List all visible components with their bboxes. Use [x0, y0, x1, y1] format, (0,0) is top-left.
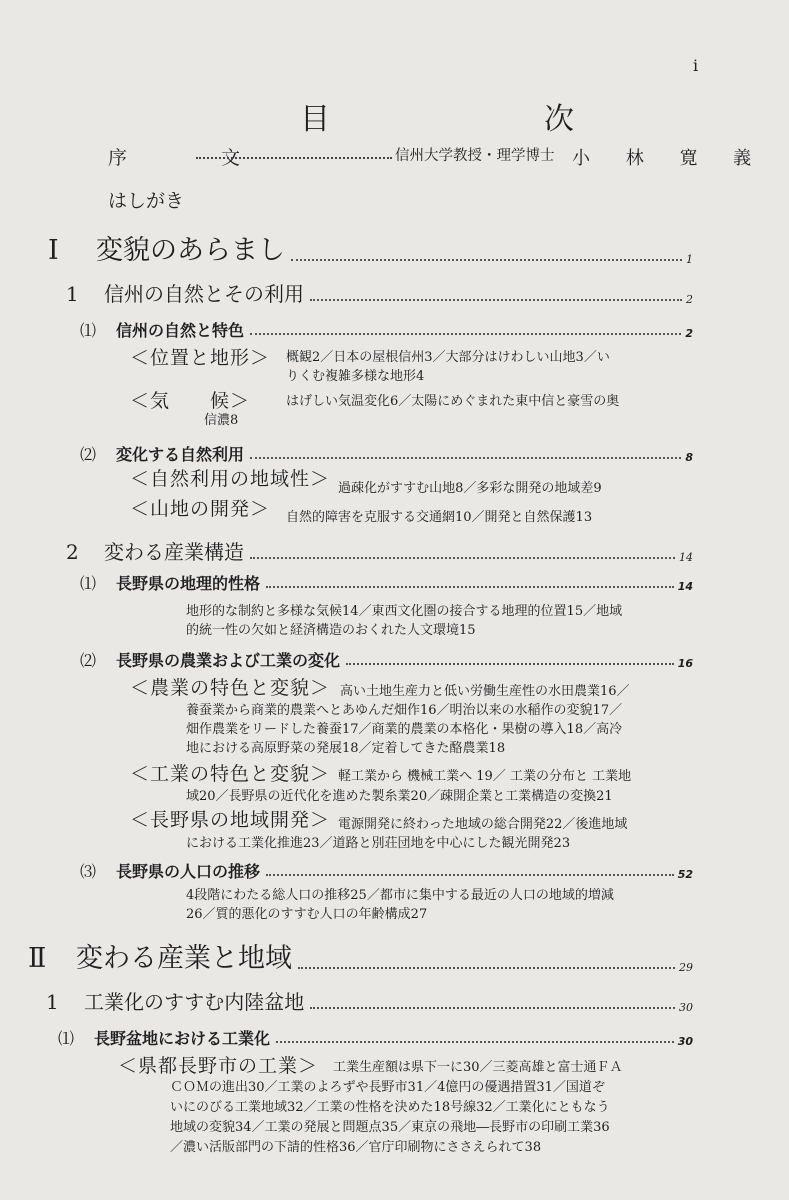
topic-detail-line: 工業生産額は県下一に30／三菱高雄と富士通ＦＡ [333, 1060, 623, 1075]
topic-detail-line: 域20／長野県の近代化を進めた製糸業20／疎開企業と工業構造の変換21 [186, 789, 613, 804]
topic-detail-line: 畑作農業をリードした養蚕17／商業的農業の本格化・果樹の導入18／高冷 [186, 722, 623, 737]
leader-dots [291, 259, 682, 261]
section-number: ⑵ [80, 445, 97, 464]
page-ref: 30 [679, 1001, 693, 1014]
toc-section-1-2-2[interactable] [80, 648, 693, 671]
topic-detail-line: における工業化推進23／道路と別荘団地を中心にした観光開発23 [186, 836, 571, 851]
preface-label: 序 文 [108, 147, 285, 169]
topic-detail-line: 地域の変貌34／工業の発展と問題点35／東京の飛地―長野市の印刷工業36 [170, 1120, 610, 1135]
part-title: 変貌のあらまし [96, 235, 285, 266]
chapter-number: 1 [46, 990, 59, 1014]
section-number: ⑴ [80, 574, 97, 593]
topic-detail-line: 過疎化がすすむ山地8／多彩な開発の地域差9 [338, 481, 602, 496]
topic-detail-line: 軽工業から 機械工業へ 19／ 工業の分布と 工業地 [338, 769, 632, 784]
topic-detail-line: ／濃い活版部門の下請的性格36／官庁印刷物にささえられて38 [170, 1140, 542, 1155]
toc-section-1-1-2[interactable] [80, 442, 693, 465]
toc-part-2[interactable] [28, 936, 693, 975]
part-number: Ⅰ [48, 235, 59, 266]
section-number: ⑴ [80, 321, 97, 340]
preface-affiliation: 信州大学教授・理学博士 [395, 148, 555, 164]
page-ref: 14 [677, 580, 693, 593]
topic-detail-line: いにのびる工業地域32／工業の性格を決めた18号線32／工業化にともなう [170, 1100, 610, 1115]
leader-dots [196, 157, 392, 159]
leader-dots [346, 663, 674, 665]
chapter-title: 変わる産業構造 [104, 540, 244, 564]
topic-label: ＜農業の特色と変貌＞ [130, 677, 331, 699]
topic-detail-line: 地における高原野菜の発展18／定着してきた酪農業18 [186, 741, 506, 756]
leader-dots [310, 299, 682, 301]
toc-section-1-2-1[interactable] [80, 571, 693, 594]
toc-chapter-1-1[interactable] [66, 278, 693, 307]
chapter-number: 1 [66, 282, 79, 306]
page-ref: 29 [679, 961, 693, 974]
section-title: 長野盆地における工業化 [94, 1029, 271, 1048]
chapter-title: 信州の自然とその利用 [104, 282, 304, 306]
topic-label: ＜気 候＞ [130, 390, 251, 412]
section-number: ⑶ [80, 862, 97, 881]
topic-detail-line: 電源開発に終わった地域の総合開発22／後進地域 [338, 817, 628, 832]
section-title: 信州の自然と特色 [116, 321, 245, 340]
topic-detail-line: 地形的な制約と多様な気候14／東西文化圏の接合する地理的位置15／地域 [186, 604, 623, 619]
topic-label: ＜山地の開発＞ [130, 498, 271, 520]
topic-detail-line: はげしい気温変化6／太陽にめぐまれた東中信と豪雪の奥 [286, 394, 620, 409]
topic-label: ＜自然利用の地域性＞ [130, 468, 331, 490]
section-number: ⑴ [58, 1029, 75, 1048]
leader-dots [276, 1041, 674, 1043]
toc-chapter-2-1[interactable] [46, 986, 693, 1015]
page-ref: 8 [685, 451, 693, 464]
topic-detail-line: 的統一性の欠如と経済構造のおくれた人文環境15 [186, 623, 476, 638]
topic-detail-line: 概観2／日本の屋根信州3／大部分はけわしい山地3／い [286, 350, 610, 365]
part-number: Ⅱ [28, 943, 47, 974]
leader-dots [298, 967, 675, 969]
topic-detail-line: 自然的障害を克服する交通網10／開発と自然保護13 [286, 510, 593, 525]
page-ref: 16 [677, 657, 693, 670]
part-title: 変わる産業と地域 [76, 943, 292, 974]
topic-detail-line: 高い土地生産力と低い労働生産性の水田農業16／ [340, 684, 630, 699]
topic-detail-line: 4段階にわたる総人口の推移25／都市に集中する最近の人口の地域的増減 [186, 888, 614, 903]
page-ref: 2 [685, 327, 693, 340]
hashigaki-entry: はしがき [108, 190, 185, 212]
preface-author: 小 林 寛 義 [572, 148, 767, 169]
page-number: i [693, 56, 699, 75]
section-title: 長野県の農業および工業の変化 [116, 651, 341, 670]
section-number: ⑵ [80, 651, 97, 670]
leader-dots [266, 586, 674, 588]
leader-dots [250, 457, 681, 459]
toc-section-2-1-1[interactable] [58, 1026, 693, 1049]
leader-dots [266, 874, 674, 876]
page-ref: 14 [679, 551, 693, 564]
topic-label: ＜長野県の地域開発＞ [130, 809, 331, 831]
topic-label: ＜工業の特色と変貌＞ [130, 763, 331, 785]
section-title: 変化する自然利用 [116, 445, 245, 464]
page-ref: 30 [677, 1035, 693, 1048]
topic-detail-line: りくむ複雑多様な地形4 [286, 369, 425, 384]
page-ref: 52 [677, 868, 693, 881]
section-title: 長野県の人口の推移 [116, 862, 261, 881]
chapter-number: 2 [66, 540, 79, 564]
page-ref: 2 [686, 293, 693, 306]
leader-dots [310, 1007, 675, 1009]
topic-detail-line: ＣＯＭの進出30／工業のよろずや長野市31／4億円の優遇措置31／国道ぞ [170, 1080, 605, 1095]
topic-detail-line: 養蚕業から商業的農業へとあゆんだ畑作16／明治以来の水稲作の変貌17／ [186, 703, 623, 718]
topic-label: ＜位置と地形＞ [130, 347, 271, 369]
page-title: 目 次 [300, 102, 666, 137]
toc-part-1[interactable] [48, 228, 693, 267]
section-title: 長野県の地理的性格 [116, 574, 261, 593]
toc-section-1-1-1[interactable] [80, 318, 693, 341]
leader-dots [250, 333, 681, 335]
toc-chapter-1-2[interactable] [66, 536, 693, 565]
topic-detail-line: 26／質的悪化のすすむ人口の年齢構成27 [186, 907, 428, 922]
chapter-title: 工業化のすすむ内陸盆地 [84, 990, 305, 1014]
leader-dots [250, 557, 675, 559]
topic-detail-line: 信濃8 [204, 413, 239, 428]
toc-section-1-2-3[interactable] [80, 859, 693, 882]
page-ref: 1 [686, 253, 693, 266]
topic-label: ＜県都長野市の工業＞ [118, 1055, 319, 1077]
